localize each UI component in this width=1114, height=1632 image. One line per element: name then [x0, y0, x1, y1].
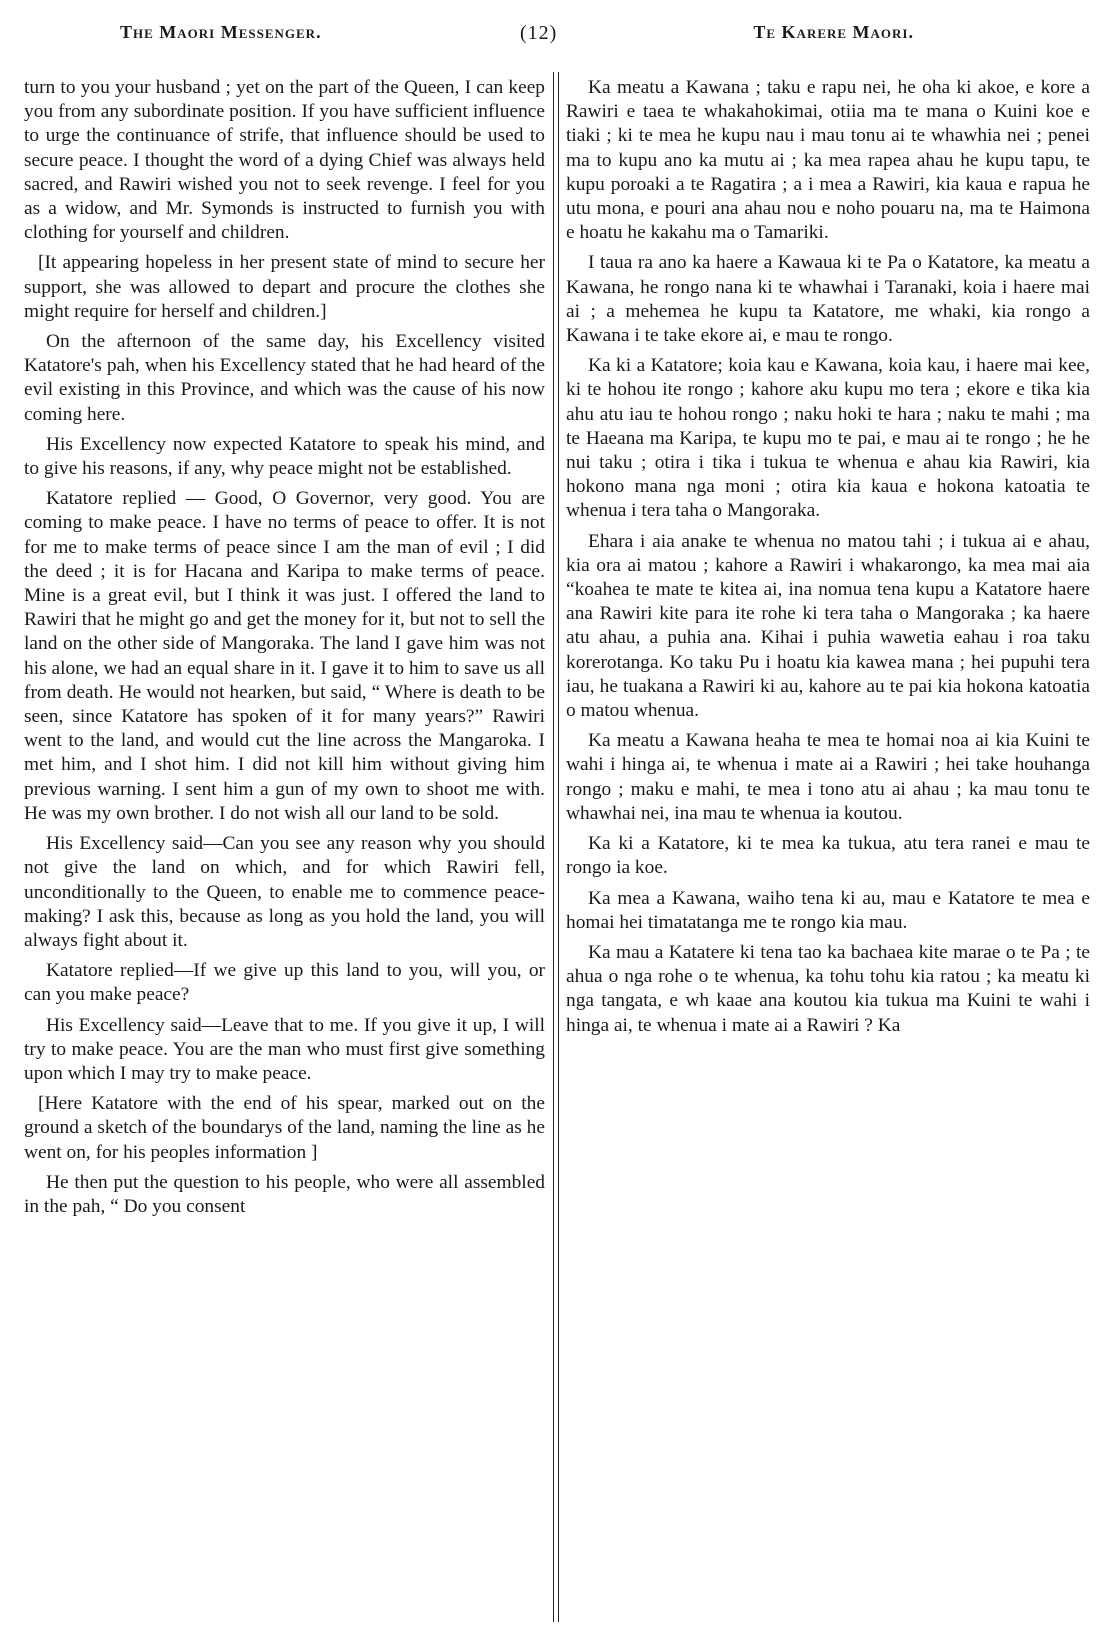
maori-paragraph: Ka ki a Katatore, ki te mea ka tukua, atu tera ranei e mau te rongo ia koe.	[566, 833, 1090, 879]
maori-paragraph: Ka meatu a Kawana ; taku e rapu nei, he oha ki akoe, e kore a Rawiri e taea te whakahokimai, otiia ma te mana o Kuini koe e tiaki ; ki te mea he kupu nau i mau tonu ai te whawhia nei ; penei ma to kupu ano ka mutu ai ; ka mea rapea ahau he kupu tapu, te kupu poroaki a te Ragatira ; a i mea a Rawiri, kia kaua e rapua he utu mona, e pouri ana ahau nou e noho pouaru na, ma te Haimona e hoatu he kakahu ma o Tamariki.	[566, 77, 1090, 244]
maori-column	[566, 76, 1090, 1622]
page-header	[20, 22, 1094, 56]
maori-paragraph: Ka mea a Kawana, waiho tena ki au, mau e Katatore te mea e homai hei timatatanga me te rongo kia mau.	[566, 887, 1090, 933]
maori-paragraph: I taua ra ano ka haere a Kawaua ki te Pa o Katatore, ka meatu a Kawana, he rongo nana ki te whawhai i Taranaki, koia i haere mai ai ; a mehemea he kupu ta Katatore, me whaki, kia rongo a Kawana i te take ekore ai, e mau te rongo.	[566, 252, 1090, 347]
english-paragraph: On the afternoon of the same day, his Excellency visited Katatore's pah, when his Excellency stated that he had heard of the evil existing in this Province, and which was the cause of his now coming here.	[24, 331, 545, 425]
english-paragraph: He then put the question to his people, who were all assembled in the pah, “ Do you consent	[24, 1171, 545, 1217]
page-number: (12)	[520, 22, 558, 44]
maori-paragraph: Ka meatu a Kawana heaha te mea te homai noa ai kia Kuini te wahi i hinga ai, te whenua i mate ai a Rawiri ; hei take houhanga rongo ; maku e mahi, te mea i tono atu ai ahau ; ka mau tonu te whawhai nei, ina mau te whenua ia koutou.	[566, 730, 1090, 824]
english-paragraph: Katatore replied — Good, O Governor, very good. You are coming to make peace. I have no terms of peace to offer. It is not for me to make terms of peace since I am the man of evil ; I did the deed ; it is for Hacana and Karipa to make terms of peace. Mine is a great evil, but I think it was just. I offered the land to Rawiri that he might go and get the money for it, but not to sell the land on the other side of Mangoraka. The land I gave him was not his alone, we had an equal share in it. I gave it to him to save us all from death. He would not hearken, but said, “ Where is death to be seen, since Katatore has spoken of it for many years?” Rawiri went to the land, and would cut the line across the Mangaroka. I met him, and I shot him. I did not kill him without giving him previous warning. I sent him a gun of my own to shoot me with. He was my own brother. I do not wish all our land to be sold.	[24, 488, 545, 824]
maori-paragraph: Ehara i aia anake te whenua no matou tahi ; i tukua ai e ahau, kia ora ai matou ; kahore a Rawiri i whakarongo, ka mea mai aia “koahea te mate te kitea ai, ina nomua tena kupu a Katatore haere ana Rawiri kite para ite rohe ki tera taha o Mangoraka ; ka haere atu ahau, a puhia ana. Kihai i puhia wawetia eahau i roa taku korerotanga. Ko taku Pu i hoatu kia kawea mana ; hei pupuhi tera iau, he tuakana a Rawiri ki au, kahore au te pai kia hokona katoatia o matou whenua.	[566, 530, 1090, 722]
english-paragraph: [It appearing hopeless in her present state of mind to secure her support, she was allowed to depart and procure the clothes she might require for herself and children.]	[24, 252, 545, 322]
english-paragraph: [Here Katatore with the end of his spear, marked out on the ground a sketch of the boundarys of the land, naming the line as he went on, for his peoples information ]	[24, 1093, 545, 1163]
english-paragraph: Katatore replied—If we give up this land to you, will you, or can you make peace?	[24, 960, 545, 1006]
english-paragraph: turn to you your husband ; yet on the part of the Queen, I can keep you from any subordinate position. If you have sufficient influence to urge the continuance of strife, that influence should be used to secure peace. I thought the word of a dying Chief was always held sacred, and Rawiri wished you not to seek revenge. I feel for you as a widow, and Mr. Symonds is instructed to furnish you with clothing for yourself and children.	[24, 77, 545, 244]
maori-paragraph: Ka mau a Katatere ki tena tao ka bachaea kite marae o te Pa ; te ahua o nga rohe o te whenua, ka tohu tohu kia ratou ; ka meatu ki nga tangata, e wh kaae ana koutou kia tukua ma Kuini te wahi i hinga ai, te whenua i mate ai a Rawiri ? Ka	[566, 941, 1090, 1036]
english-masthead: The Maori Messenger.	[120, 22, 322, 42]
column-divider-right	[558, 72, 559, 1622]
maori-masthead: Te Karere Maori.	[753, 22, 914, 42]
english-paragraph: His Excellency said—Leave that to me. If you give it up, I will try to make peace. You are the man who must first give something upon which I may try to make peace.	[24, 1014, 545, 1084]
column-divider-left	[553, 72, 554, 1622]
maori-paragraph: Ka ki a Katatore; koia kau e Kawana, koia kau, i haere mai kee, ki te hohou ite rongo ; kahore aku kupu mo tera ; ekore e tika kia ahu atu iau te hohou rongo ; naku hoki te hara ; naku te mahi ; ma te Haeana ma Karipa, te kupu mo te pai, e mau ai te rongo ; he he nui taku ; otira i tika i tukua te whenua e ahau kia Rawiri, kia hokono mana nga moni ; otira kia kaua e hokona katoatia te whenua i tera taha o Mangoraka.	[566, 355, 1090, 522]
english-paragraph: His Excellency said—Can you see any reason why you should not give the land on which, and for which Rawiri fell, unconditionally to the Queen, to enable me to commence peace-making? I ask this, because as long as you hold the land, you will always fight about it.	[24, 833, 545, 951]
english-paragraph: His Excellency now expected Katatore to speak his mind, and to give his reasons, if any, why peace might not be established.	[24, 433, 545, 480]
english-column	[24, 76, 545, 1622]
